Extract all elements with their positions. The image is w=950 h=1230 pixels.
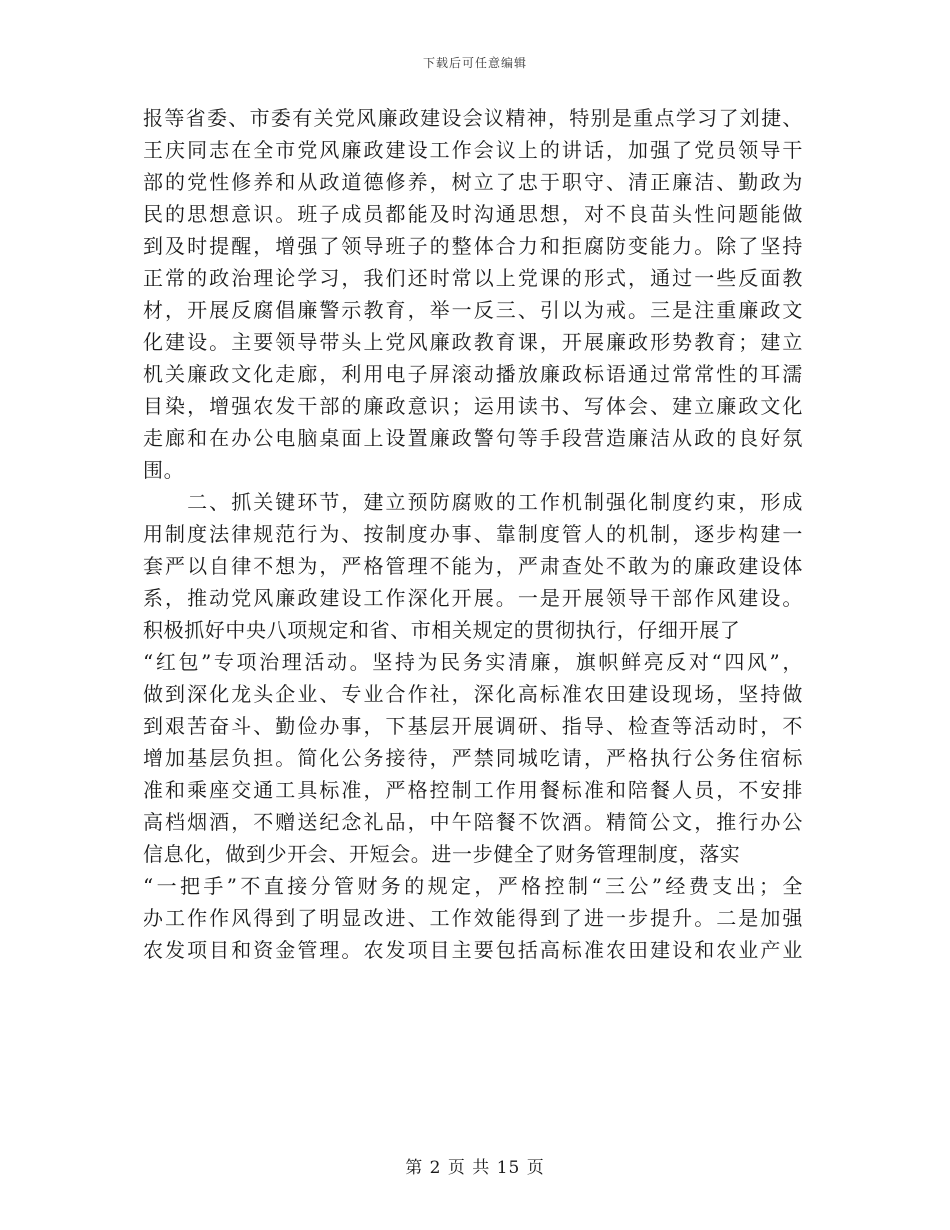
- body-line: 到及时提醒，增强了领导班子的整体合力和拒腐防变能力。除了坚持: [143, 234, 803, 258]
- body-line: 农发项目和资金管理。农发项目主要包括高标准农田建设和农业产业: [143, 938, 803, 962]
- body-line: “一把手”不直接分管财务的规定，严格控制“三公”经费支出；全: [143, 874, 803, 898]
- body-line: 王庆同志在全市党风廉政建设工作会议上的讲话，加强了党员领导干: [143, 138, 803, 162]
- body-line: 二、抓关键环节，建立预防腐败的工作机制强化制度约束，形成: [143, 490, 803, 514]
- body-line: 办工作作风得到了明显改进、工作效能得到了进一步提升。二是加强: [143, 906, 803, 930]
- body-line: 系，推动党风廉政建设工作深化开展。一是开展领导干部作风建设。: [143, 586, 803, 610]
- body-line: 增加基层负担。简化公务接待，严禁同城吃请，严格执行公务住宿标: [143, 746, 803, 770]
- body-line: 高档烟酒，不赠送纪念礼品，中午陪餐不饮酒。精简公文，推行办公: [143, 810, 803, 834]
- body-line: 准和乘座交通工具标准，严格控制工作用餐标准和陪餐人员，不安排: [143, 778, 803, 802]
- body-line: 做到深化龙头企业、专业合作社，深化高标准农田建设现场，坚持做: [143, 682, 803, 706]
- body-line: 正常的政治理论学习，我们还时常以上党课的形式，通过一些反面教: [143, 266, 803, 290]
- body-line: 报等省委、市委有关党风廉政建设会议精神，特别是重点学习了刘捷、: [143, 106, 803, 130]
- body-line: 民的思想意识。班子成员都能及时沟通思想，对不良苗头性问题能做: [143, 202, 803, 226]
- body-line: 材，开展反腐倡廉警示教育，举一反三、引以为戒。三是注重廉政文: [143, 298, 803, 322]
- body-line: “红包”专项治理活动。坚持为民务实清廉，旗帜鲜亮反对“四风”，: [143, 650, 803, 674]
- document-body: [143, 102, 803, 966]
- body-line: 积极抓好中央八项规定和省、市相关规定的贯彻执行，仔细开展了: [143, 618, 741, 642]
- body-line: 到艰苦奋斗、勤俭办事，下基层开展调研、指导、检查等活动时，不: [143, 714, 803, 738]
- body-line: 用制度法律规范行为、按制度办事、靠制度管人的机制，逐步构建一: [143, 522, 803, 546]
- body-line: 走廊和在办公电脑桌面上设置廉政警句等手段营造廉洁从政的良好氛: [143, 426, 803, 450]
- body-line: 信息化，做到少开会、开短会。进一步健全了财务管理制度，落实: [143, 842, 741, 866]
- body-line: 目染，增强农发干部的廉政意识；运用读书、写体会、建立廉政文化: [143, 394, 803, 418]
- page-header: 下载后可任意编辑: [422, 56, 527, 70]
- body-line: 部的党性修养和从政道德修养，树立了忠于职守、清正廉洁、勤政为: [143, 170, 803, 194]
- body-line: 机关廉政文化走廊，利用电子屏滚动播放廉政标语通过常常性的耳濡: [143, 362, 803, 386]
- body-line: 围。: [143, 458, 185, 482]
- body-line: 化建设。主要领导带头上党风廉政教育课，开展廉政形势教育；建立: [143, 330, 803, 354]
- page-number: 第 2 页 共 15 页: [405, 1158, 545, 1178]
- body-line: 套严以自律不想为，严格管理不能为，严肃查处不敢为的廉政建设体: [143, 554, 803, 578]
